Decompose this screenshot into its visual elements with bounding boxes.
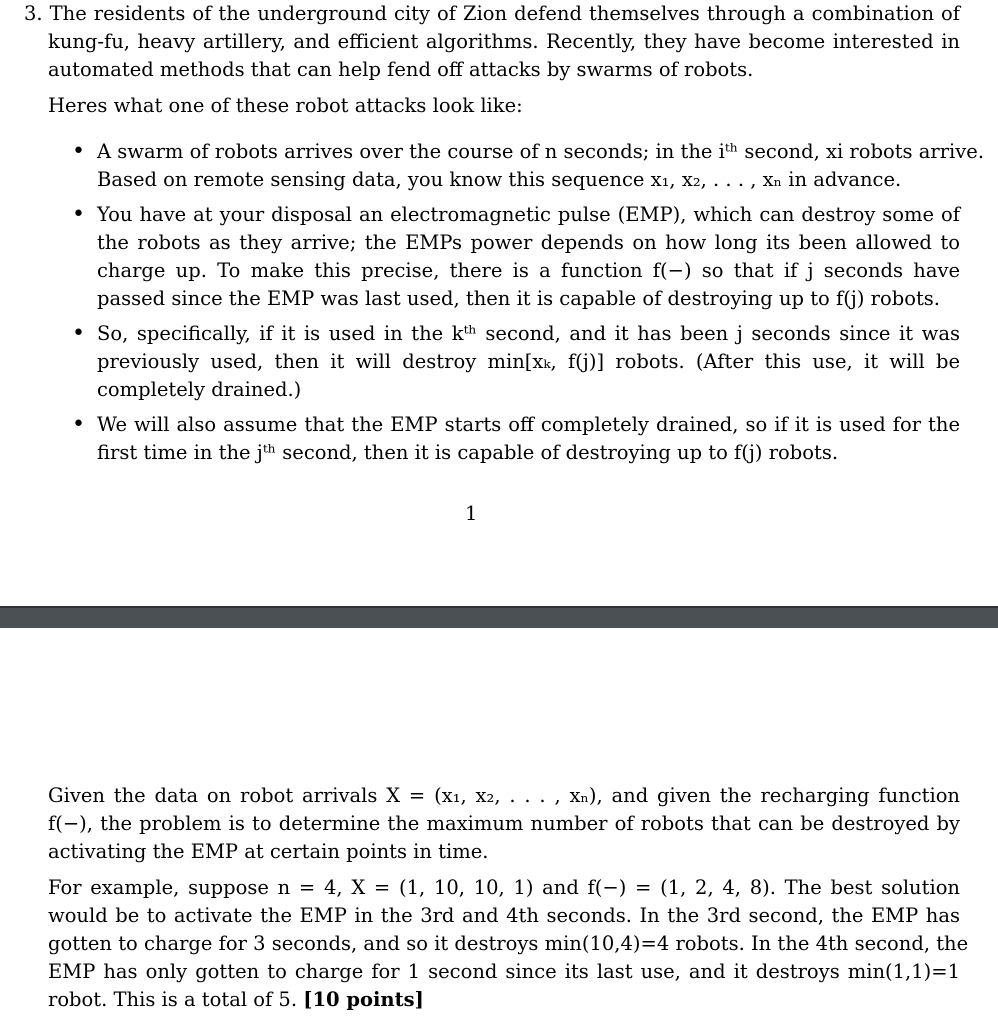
given-line-3: activating the EMP at certain points in time. (48, 840, 489, 863)
given-line-2: f(−), the problem is to determine the maximum number of robots that can be destroyed by (48, 812, 960, 835)
example-line-2: would be to activate the EMP in the 3rd and 4th seconds. In the 3rd second, the EMP has (48, 904, 960, 927)
example-line-1: For example, suppose n = 4, X = (1, 10, 10, 1) and f(−) = (1, 2, 4, 8). The best solution (48, 876, 960, 899)
bullet-2-line-1: You have at your disposal an electromagnetic pulse (EMP), which can destroy some of (97, 203, 960, 226)
intro-line-2: kung-fu, heavy artillery, and efficient algorithms. Recently, they have become interested in (48, 30, 960, 53)
example-line-4: EMP has only gotten to charge for 1 second since its last use, and it destroys min(1,1)=1 (48, 960, 960, 983)
example-line-5 (48, 986, 960, 1014)
example-text-5: robot. This is a total of 5. (48, 988, 298, 1011)
bullet-marker: • (72, 412, 85, 437)
given-line-1: Given the data on robot arrivals X = (x₁, x₂, . . . , xₙ), and given the recharging function (48, 784, 960, 807)
bullet-1-line-2: Based on remote sensing data, you know this sequence x₁, x₂, . . . , xₙ in advance. (97, 168, 902, 191)
page-number: 1 (465, 502, 478, 525)
bullet-marker: • (72, 321, 85, 346)
bullet-2-line-2: the robots as they arrive; the EMPs power depends on how long its been allowed to (97, 231, 960, 254)
points-label: [10 points] (303, 988, 424, 1011)
bullet-marker: • (72, 139, 85, 164)
intro-text-1: The residents of the underground city of Zion defend themselves through a combination of (49, 2, 960, 25)
bullet-1-line-1: A swarm of robots arrives over the course of n seconds; in the iᵗʰ second, xi robots arrive. (97, 140, 985, 163)
bullet-2-line-3: charge up. To make this precise, there is a function f(−) so that if j seconds have (97, 259, 960, 282)
lead-paragraph: Heres what one of these robot attacks look like: (48, 94, 523, 117)
bullet-4-line-1: We will also assume that the EMP starts off completely drained, so if it is used for the (97, 413, 960, 436)
intro-line-3: automated methods that can help fend off attacks by swarms of robots. (48, 58, 754, 81)
bullet-3-line-1: So, specifically, if it is used in the kᵗʰ second, and it has been j seconds since it was (97, 322, 960, 345)
bullet-2-line-4: passed since the EMP was last used, then it is capable of destroying up to f(j) robots. (97, 287, 940, 310)
bullet-4-line-2: first time in the jᵗʰ second, then it is capable of destroying up to f(j) robots. (97, 441, 839, 464)
problem-number: 3. (24, 2, 43, 25)
bullet-marker: • (72, 202, 85, 227)
example-line-3: gotten to charge for 3 seconds, and so it destroys min(10,4)=4 robots. In the 4th second, the (48, 932, 969, 955)
document-page-2 (0, 628, 998, 1024)
intro-line-1 (24, 0, 960, 28)
bullet-3-line-3: completely drained.) (97, 378, 302, 401)
bullet-3-line-2: previously used, then it will destroy min[xₖ, f(j)] robots. (After this use, it will be (97, 350, 960, 373)
